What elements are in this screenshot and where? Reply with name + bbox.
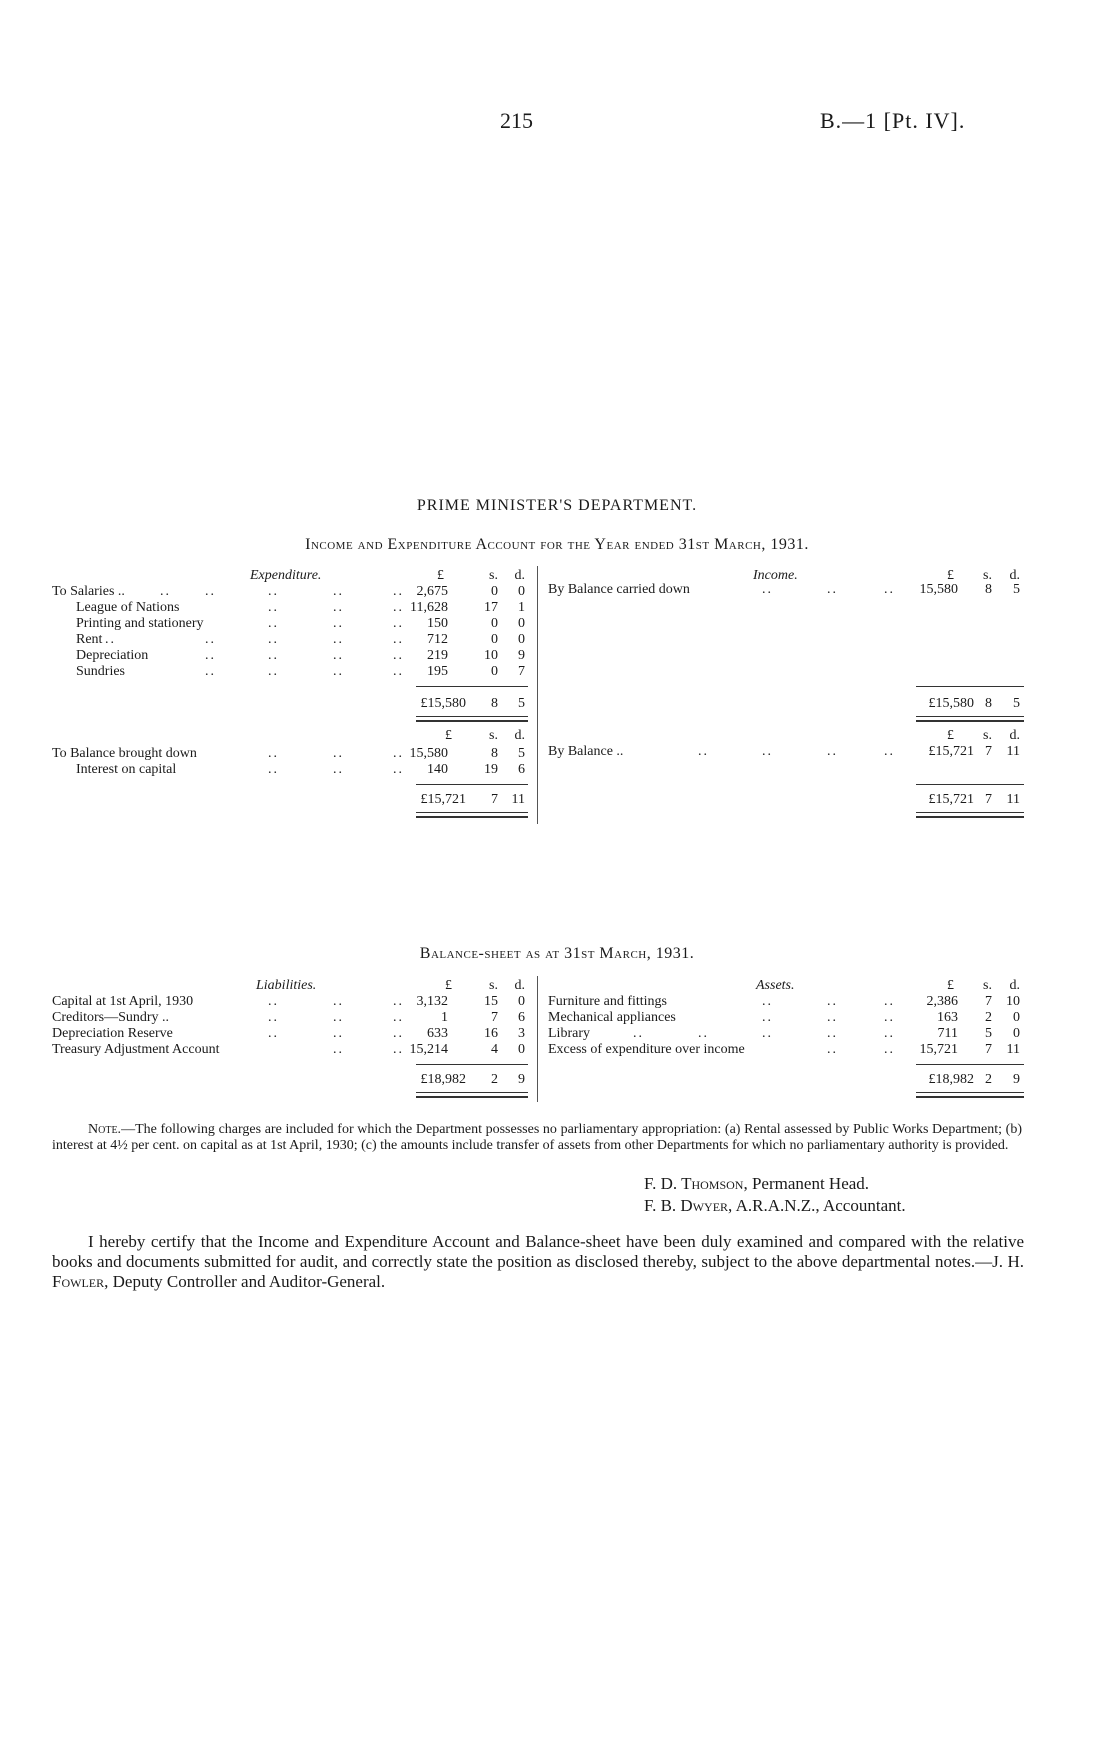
col-pound: £ xyxy=(437,568,444,583)
amount-shillings: 7 xyxy=(985,1042,992,1057)
amount-shillings: 0 xyxy=(491,616,498,631)
col-pound: £ xyxy=(947,568,954,583)
asset-label: Mechanical appliances xyxy=(548,1010,676,1025)
amount-pounds: 15,721 xyxy=(919,1042,958,1057)
expenditure-label: Sundries xyxy=(76,664,125,679)
amount-shillings: 7 xyxy=(985,744,992,759)
col-pound: £ xyxy=(445,728,452,743)
expenditure-label: Depreciation xyxy=(76,648,149,663)
signatory-title: , Permanent Head. xyxy=(743,1174,870,1193)
total-pence: 5 xyxy=(1013,696,1020,711)
total-pounds: £15,721 xyxy=(928,792,974,807)
liabilities-heading: Liabilities. xyxy=(256,978,317,993)
amount-pence: 0 xyxy=(518,1042,525,1057)
amount-pounds: 15,214 xyxy=(409,1042,448,1057)
col-shillings: s. xyxy=(489,978,498,993)
liability-label: Creditors—Sundry .. xyxy=(52,1010,170,1025)
expenditure-label: League of Nations xyxy=(76,600,180,615)
document-reference: B.—1 [Pt. IV]. xyxy=(820,108,966,133)
total-pence: 5 xyxy=(518,696,525,711)
amount-pence: 9 xyxy=(518,648,525,663)
total-shillings: 8 xyxy=(985,696,992,711)
amount-pounds: 633 xyxy=(427,1026,448,1041)
amount-pence: 6 xyxy=(518,1010,525,1025)
total-shillings: 7 xyxy=(985,792,992,807)
amount-pence: 0 xyxy=(518,616,525,631)
amount-pounds: 15,580 xyxy=(919,582,958,597)
amount-shillings: 2 xyxy=(985,1010,992,1025)
income-heading: Income. xyxy=(753,568,798,583)
asset-label: Excess of expenditure over income xyxy=(548,1042,745,1057)
signatory-name: F. B. Dwyer xyxy=(644,1196,729,1215)
amount-pounds: 2,675 xyxy=(416,584,448,599)
total-pence: 11 xyxy=(511,792,525,807)
note-lead: Note. xyxy=(88,1122,122,1137)
amount-pence: 10 xyxy=(1006,994,1020,1009)
income-expenditure-account: Expenditure. Income. £ s. d. £ s. d. To Salaries .. League of Nations Printing and stationery Rent Depreciation Sundries .. .. .. .. .. .. .. .. .. .. .. .. .. .. .. .. .. .. .. .. .. .. .. .. 2,675 0 0 11,628 17 1 150 0 0 712 0 0 219 10 9 195 0 7 By Balance carried down .. .. .. 15,580 8 5 £15,580 8 5 £15,580 8 5 £ s. d. £ s. d. To Balance brought down Interest on capital .. .. .. .. .. .. 15,580 8 5 140 19 6 By Balance .. .. .. .. .. £15,721 7 11 £15,721 7 11 £15,721 7 11 xyxy=(0,0,1114,1764)
amount-pence: 0 xyxy=(518,632,525,647)
expenditure-label: To Salaries .. xyxy=(52,584,125,599)
amount-shillings: 15 xyxy=(484,994,498,1009)
amount-shillings: 19 xyxy=(484,762,498,777)
col-pence: d. xyxy=(1009,978,1020,993)
expenditure-label: Printing and stationery xyxy=(76,616,204,631)
amount-pence: 5 xyxy=(518,746,525,761)
amount-pounds: 3,132 xyxy=(416,994,448,1009)
signatory-title: , A.R.A.N.Z., Accountant. xyxy=(728,1196,906,1215)
amount-pounds: 163 xyxy=(937,1010,958,1025)
column-divider xyxy=(537,566,538,824)
col-pound: £ xyxy=(947,978,954,993)
expenditure-heading: Expenditure. xyxy=(250,568,322,583)
signatory-name: F. D. Thomson xyxy=(644,1174,744,1193)
amount-pence: 1 xyxy=(518,600,525,615)
total-shillings: 2 xyxy=(491,1072,498,1087)
amount-pounds: 11,628 xyxy=(410,600,448,615)
column-divider xyxy=(537,976,538,1102)
balance-sheet-title: Balance-sheet as at 31st March, 1931. xyxy=(419,945,695,962)
amount-shillings: 17 xyxy=(484,600,498,615)
total-pence: 11 xyxy=(1006,792,1020,807)
balance-sheet: Liabilities. Assets. £ s. d. £ s. d. Capital at 1st April, 1930 Creditors—Sundry .. Depreciation Reserve Treasury Adjustment Account .. .. .. .. .. .. .. .. .. .. .. 3,132 15 0 1 7 6 633 16 3 15,214 4 0 Furniture and fittings Mechanical appliances Library Excess of expenditure over income .. .. .. .. .. .. .. .. .. .. .. .. .. 2,386 7 10 163 2 0 711 5 0 15,721 7 11 £18,982 2 9 £18,982 2 9 xyxy=(0,0,1114,1764)
col-pence: d. xyxy=(514,568,525,583)
page-number: 215 xyxy=(500,108,533,133)
amount-pence: 0 xyxy=(1013,1010,1020,1025)
col-shillings: s. xyxy=(983,728,992,743)
total-pounds: £18,982 xyxy=(928,1072,974,1087)
total-pounds: £15,580 xyxy=(928,696,974,711)
liability-label: Treasury Adjustment Account xyxy=(52,1042,220,1057)
amount-pence: 6 xyxy=(518,762,525,777)
total-pounds: £15,721 xyxy=(420,792,466,807)
income-account-title: Income and Expenditure Account for the Year ended 31st March, 1931. xyxy=(305,536,809,553)
total-pence: 9 xyxy=(518,1072,525,1087)
amount-pounds: 712 xyxy=(427,632,448,647)
amount-pounds: £15,721 xyxy=(928,744,974,759)
col-shillings: s. xyxy=(983,978,992,993)
certification-text: I hereby certify that the Income and Expenditure Account and Balance-sheet have been duly examined and compared with the relative books and documents submitted for audit, and correctly state the position as disclosed thereby, subject to the above departmental notes.— xyxy=(52,1232,1024,1271)
amount-pence: 0 xyxy=(518,584,525,599)
col-shillings: s. xyxy=(489,568,498,583)
amount-shillings: 16 xyxy=(484,1026,498,1041)
auditor-title: , Deputy Controller and Auditor-General. xyxy=(104,1272,386,1291)
income-label: By Balance carried down xyxy=(548,582,690,597)
total-shillings: 7 xyxy=(491,792,498,807)
amount-pounds: 219 xyxy=(427,648,448,663)
amount-shillings: 8 xyxy=(985,582,992,597)
amount-pence: 5 xyxy=(1013,582,1020,597)
liability-label: Capital at 1st April, 1930 xyxy=(52,994,194,1009)
total-shillings: 2 xyxy=(985,1072,992,1087)
departmental-note xyxy=(52,1122,1022,1154)
amount-pounds: 2,386 xyxy=(926,994,958,1009)
asset-label: Library xyxy=(548,1026,590,1041)
signature-accountant xyxy=(644,1196,906,1216)
expenditure-label: Rent xyxy=(76,632,103,647)
note-text: —The following charges are included for which the Department possesses no parliamentary appropriation: (a) Rental assessed by Public Works Department; (b) interest at 4½ per cent. on capital as at 1st April, 1930; (c) the amounts include transfer of assets from other Departments for which no parliamentary authority is provided. xyxy=(52,1122,1022,1153)
total-pounds: £15,580 xyxy=(420,696,466,711)
total-shillings: 8 xyxy=(491,696,498,711)
amount-shillings: 4 xyxy=(491,1042,498,1057)
amount-pence: 11 xyxy=(1006,1042,1020,1057)
amount-pence: 0 xyxy=(1013,1026,1020,1041)
amount-pence: 11 xyxy=(1006,744,1020,759)
amount-shillings: 5 xyxy=(985,1026,992,1041)
amount-pounds: 1 xyxy=(441,1010,448,1025)
col-shillings: s. xyxy=(983,568,992,583)
col-pence: d. xyxy=(1009,728,1020,743)
col-pence: d. xyxy=(1009,568,1020,583)
expenditure-label: Interest on capital xyxy=(76,762,177,777)
assets-heading: Assets. xyxy=(756,978,795,993)
total-pounds: £18,982 xyxy=(420,1072,466,1087)
income-label: By Balance .. xyxy=(548,744,624,759)
liability-label: Depreciation Reserve xyxy=(52,1026,173,1041)
amount-pence: 3 xyxy=(518,1026,525,1041)
amount-pence: 0 xyxy=(518,994,525,1009)
amount-pounds: 140 xyxy=(427,762,448,777)
col-pence: d. xyxy=(514,728,525,743)
total-pence: 9 xyxy=(1013,1072,1020,1087)
amount-shillings: 7 xyxy=(985,994,992,1009)
asset-label: Furniture and fittings xyxy=(548,994,667,1009)
amount-shillings: 8 xyxy=(491,746,498,761)
amount-pounds: 711 xyxy=(937,1026,958,1041)
amount-shillings: 0 xyxy=(491,632,498,647)
amount-pounds: 150 xyxy=(427,616,448,631)
amount-shillings: 10 xyxy=(484,648,498,663)
col-shillings: s. xyxy=(489,728,498,743)
amount-pounds: 15,580 xyxy=(409,746,448,761)
auditor-name: J. H. Fowler xyxy=(52,1252,1024,1291)
amount-pence: 7 xyxy=(518,664,525,679)
expenditure-label: To Balance brought down xyxy=(52,746,197,761)
amount-shillings: 7 xyxy=(491,1010,498,1025)
signature-permanent-head xyxy=(644,1174,869,1194)
col-pound: £ xyxy=(445,978,452,993)
col-pound: £ xyxy=(947,728,954,743)
amount-pounds: 195 xyxy=(427,664,448,679)
amount-shillings: 0 xyxy=(491,584,498,599)
audit-certification xyxy=(52,1232,1024,1292)
department-title: PRIME MINISTER'S DEPARTMENT. xyxy=(416,497,698,514)
amount-shillings: 0 xyxy=(491,664,498,679)
col-pence: d. xyxy=(514,978,525,993)
